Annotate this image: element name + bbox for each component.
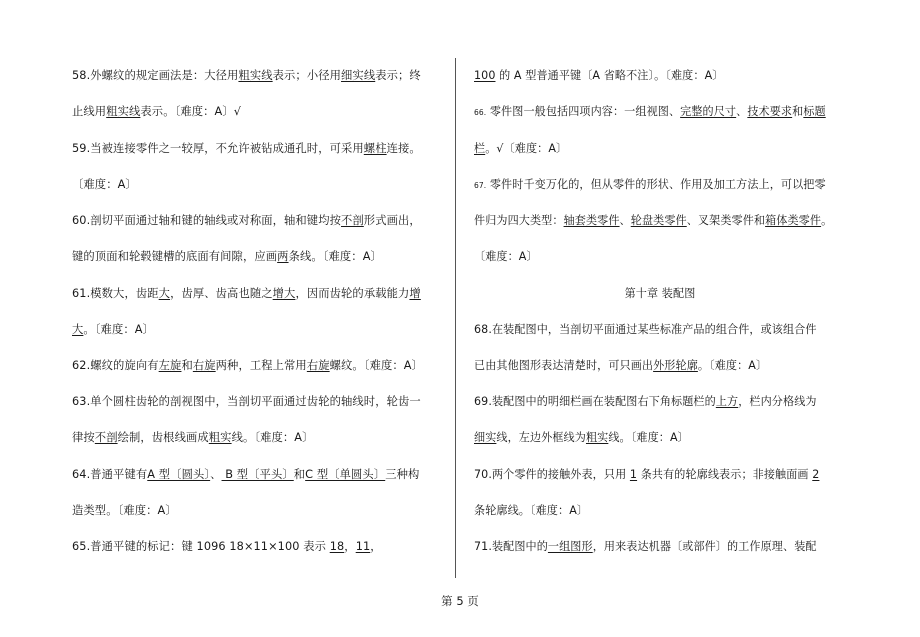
underlined-answer: 11: [355, 540, 371, 553]
text-line: [72, 177, 137, 193]
text-line: [72, 286, 421, 302]
text-segment: 条轮廓线。〔难度：A〕: [474, 504, 589, 517]
text-segment: 59.当被连接零件之一较厚，不允许被钻成通孔时，可采用: [72, 142, 364, 155]
text-segment: 键的顶面和轮毂键槽的底面有间隙，应画: [72, 250, 278, 263]
text-line: [72, 213, 421, 229]
text-segment: 。〔难度：A〕: [83, 323, 154, 336]
text-segment: 螺纹。〔难度：A〕: [329, 359, 423, 372]
text-segment: ，用来表达机器〔或部件〕的工作原理、装配: [592, 540, 817, 553]
text-line: [72, 141, 421, 157]
text-segment: 线，左边外框线为: [496, 431, 586, 444]
underlined-answer: 不剖: [341, 214, 364, 227]
underlined-answer: 一组图形: [547, 540, 593, 553]
underlined-answer: 技术要求: [747, 105, 793, 118]
text-line: [72, 358, 423, 374]
text-segment: 条共有的轮廓线表示；非接触面画: [637, 468, 813, 481]
underlined-answer: 粗实线: [238, 69, 273, 82]
underlined-answer: 不剖: [94, 431, 118, 444]
text-segment: 。√〔难度：A〕: [485, 142, 568, 155]
text-segment: 62.螺纹的旋向有: [72, 359, 159, 372]
text-segment: 69.装配图中的明细栏画在装配图右下角标题栏的: [474, 395, 716, 408]
underlined-answer: 增大: [272, 287, 296, 300]
text-segment: 件归为四大类型：: [474, 214, 564, 227]
text-segment: 66.: [474, 108, 487, 117]
text-segment: 和: [293, 468, 306, 481]
underlined-answer: 上方: [715, 395, 739, 408]
text-segment: 71.装配图中的: [474, 540, 548, 553]
text-line: [72, 503, 177, 519]
text-segment: ，因而齿轮的承载能力: [295, 287, 410, 300]
text-line: [72, 539, 382, 555]
text-segment: 〔难度：A〕: [474, 250, 538, 263]
text-line: [474, 177, 826, 194]
text-segment: 第十章 装配图: [624, 287, 696, 300]
underlined-answer: 螺柱: [363, 142, 387, 155]
text-line: [474, 394, 817, 410]
underlined-answer: 外形轮廓: [653, 359, 698, 372]
text-line: [474, 104, 826, 121]
text-line: [474, 503, 588, 519]
underlined-answer: 栏: [474, 142, 486, 155]
chapter-heading: [474, 286, 846, 302]
underlined-answer: C 型〔单圆头〕: [305, 468, 386, 481]
text-line: [474, 213, 832, 229]
text-segment: ，栏内分格线为: [738, 395, 817, 408]
underlined-answer: 100: [474, 69, 496, 82]
underlined-answer: 粗实线: [106, 105, 141, 118]
text-segment: 造类型。〔难度：A〕: [72, 504, 177, 517]
underlined-answer: 轮盘类零件: [630, 214, 687, 227]
underlined-answer: 两: [277, 250, 289, 263]
underlined-answer: 完整的尺寸: [680, 105, 737, 118]
text-segment: 表示；小径用: [272, 69, 342, 82]
text-line: [474, 249, 538, 265]
underlined-answer: 箱体类零件: [765, 214, 822, 227]
text-segment: 68.在装配图中，当剖切平面通过某些标准产品的组合件，或该组合件: [474, 323, 817, 336]
text-segment: 表示；终: [375, 69, 421, 82]
underlined-answer: 标题: [803, 105, 826, 118]
text-segment: 表示。〔难度：A〕√: [140, 105, 242, 118]
text-line: [474, 467, 819, 483]
text-line: [474, 539, 817, 555]
text-segment: 、叉架类零件和: [686, 214, 766, 227]
page-number: 第 5 页: [441, 594, 479, 608]
text-segment: 和: [181, 359, 193, 372]
text-segment: 连接。: [386, 142, 421, 155]
text-line: [72, 104, 241, 120]
text-segment: 〔难度：A〕: [72, 178, 137, 191]
text-segment: 三种构: [385, 468, 420, 481]
underlined-answer: 大: [72, 323, 84, 336]
underlined-answer: 粗实: [585, 431, 609, 444]
text-line: [72, 394, 421, 410]
text-segment: 和: [792, 105, 804, 118]
underlined-answer: 18: [329, 540, 345, 553]
text-line: [474, 430, 689, 446]
underlined-answer: 左旋: [158, 359, 182, 372]
text-segment: 65.普通平键的标记：键 1096 18×11×100 表示: [72, 540, 330, 553]
text-segment: 零件图一般包括四项内容：一组视图、: [486, 105, 681, 118]
text-segment: 58.外螺纹的规定画法是：大径用: [72, 69, 239, 82]
text-segment: 、: [210, 468, 222, 481]
underlined-answer: 增: [409, 287, 421, 300]
text-segment: 61.模数大，齿距: [72, 287, 159, 300]
text-segment: 线。〔难度：A〕: [231, 431, 314, 444]
text-line: [474, 322, 817, 338]
text-segment: 70.两个零件的接触外表，只用: [474, 468, 630, 481]
underlined-answer: 轴套类零件: [563, 214, 620, 227]
text-segment: 、: [736, 105, 748, 118]
text-segment: ，齿厚、齿高也随之: [170, 287, 273, 300]
text-segment: 律按: [72, 431, 95, 444]
text-segment: 的 A 型普通平键〔A 省略不注〕。〔难度：A〕: [495, 69, 724, 82]
underlined-answer: B 型〔平头〕: [221, 468, 294, 481]
text-segment: 60.剖切平面通过轴和键的轴线或对称面，轴和键均按: [72, 214, 341, 227]
underlined-answer: 右旋: [306, 359, 330, 372]
text-line: [72, 68, 421, 84]
text-line: [474, 68, 723, 84]
text-line: [72, 322, 154, 338]
text-segment: 。〔难度：A〕: [697, 359, 768, 372]
text-line: [72, 249, 382, 265]
underlined-answer: 细实线: [341, 69, 376, 82]
text-segment: 零件时千变万化的，但从零件的形状、作用及加工方法上，可以把零: [486, 178, 826, 191]
underlined-answer: 1: [629, 468, 638, 481]
text-segment: 63.单个圆柱齿轮的剖视图中，当剖切平面通过齿轮的轴线时，轮齿一: [72, 395, 421, 408]
column-divider: [455, 58, 456, 578]
underlined-answer: 大: [158, 287, 171, 300]
text-segment: ，: [344, 540, 356, 553]
underlined-answer: 粗实: [208, 431, 232, 444]
text-line: [474, 141, 567, 157]
text-line: [72, 430, 314, 446]
text-segment: 、: [619, 214, 631, 227]
underlined-answer: A 型〔圆头〕: [147, 468, 211, 481]
text-line: [72, 467, 419, 483]
text-segment: 两种，工程上常用: [215, 359, 307, 372]
text-segment: 形式画出，: [363, 214, 421, 227]
text-line: [474, 358, 767, 374]
underlined-answer: 细实: [474, 431, 497, 444]
text-segment: 线。〔难度：A〕: [608, 431, 689, 444]
underlined-answer: 右旋: [192, 359, 216, 372]
underlined-answer: 2: [812, 468, 820, 481]
text-segment: 67.: [474, 181, 487, 190]
text-segment: 条线。〔难度：A〕: [288, 250, 382, 263]
text-segment: 。: [821, 214, 833, 227]
text-segment: ，: [370, 540, 382, 553]
text-segment: 64.普通平键有: [72, 468, 148, 481]
text-segment: 止线用: [72, 105, 107, 118]
text-segment: 已由其他图形表达清楚时，可只画出: [474, 359, 654, 372]
text-segment: 绘制，齿根线画成: [117, 431, 209, 444]
